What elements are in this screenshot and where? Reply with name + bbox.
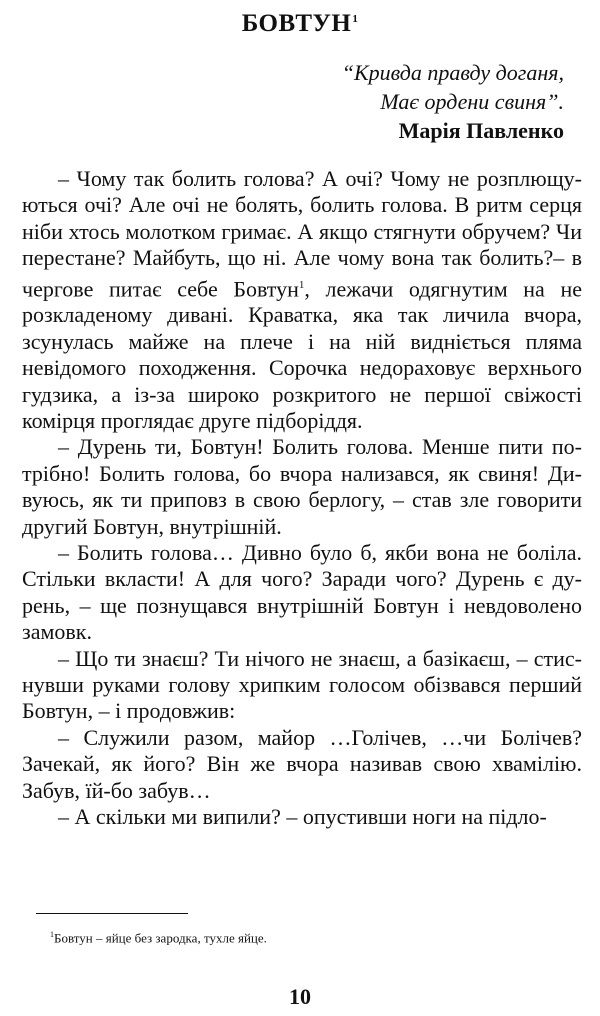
- paragraph-5: – Служили разом, майор …Голічев, …чи Болічев? Зачекай, як його? Він же вчора називав свою хвамілію. Забув, їй-бо забув…: [22, 724, 582, 803]
- paragraph-1-text-b: , лежачи одягнутим на не розкладеному дивані. Краватка, яка так личила вчора, зсунулась майже на плече і на ній видніється пляма невідомого походження. Сорочка недораховує верхнього гудзика, а із-за широко розкритого не першої свіжості комірця проглядає друге підборіддя.: [22, 275, 582, 433]
- body-text: [22, 166, 582, 830]
- footnote-reference: 1: [352, 12, 359, 25]
- paragraph-1-text-a: – Чому так болить голова? А очі? Чому не розплющуються очі? Але очі не болять, болить голова. В ритм серця ніби хтось молотком гримає. А якщо стягнути обручем? Чи перестане? Майбуть, що ні. Але чому вона так болить?– в чергове питає себе Бовтун: [22, 166, 582, 301]
- chapter-title-text: БОВТУН: [241, 10, 352, 37]
- paragraph-1-footnote-mark: 1: [298, 278, 305, 291]
- footnote-divider: [36, 913, 188, 914]
- epigraph-line-2: Має ордени свиня”.: [380, 89, 564, 114]
- footnote-mark: 1: [50, 930, 54, 939]
- chapter-title: [0, 10, 600, 38]
- paragraph-6: – А скільки ми випили? – опустивши ноги на підло-: [58, 804, 547, 830]
- page-number: 10: [289, 984, 311, 1009]
- paragraph-2: – Дурень ти, Бовтун! Болить голова. Менше пити потрібно! Болить голова, бо вчора нализався, як свиня! Дивуюсь, як ти приповз в свою берлогу, – став зле говорити другий Бовтун, внутрішній.: [22, 434, 582, 539]
- epigraph-author: Марія Павленко: [398, 118, 564, 143]
- paragraph-3: – Болить голова… Дивно було б, якби вона не боліла. Стільки вкласти! А для чого? Заради чого? Дурень є дурень, – ще познущався внутрішній Бовтун і невдоволено замовк.: [22, 540, 582, 645]
- footnote: [50, 930, 267, 946]
- epigraph-line-1: “Кривда правду доганя,: [341, 60, 564, 85]
- paragraph-4: – Що ти знаєш? Ти нічого не знаєш, а базікаєш, – стиснувши руками голову хрипким голосом обізвався перший Бовтун, – і продовжив:: [22, 645, 582, 724]
- footnote-text: Бовтун – яйце без зародка, тухле яйце.: [54, 930, 267, 946]
- epigraph: [342, 58, 564, 145]
- paragraph-1: [22, 166, 582, 434]
